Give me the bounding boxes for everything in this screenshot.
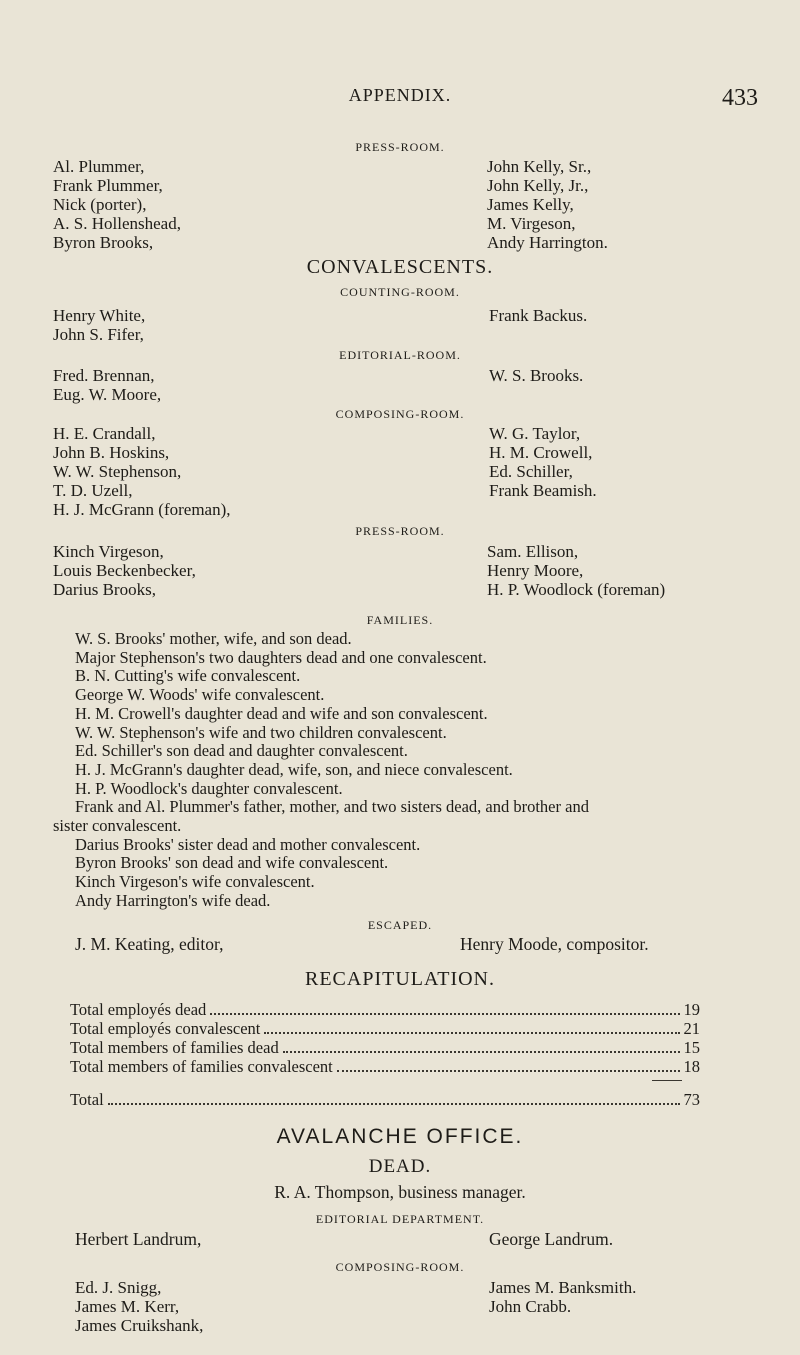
editorial-right: George Landrum. — [489, 1229, 614, 1249]
recap-row — [70, 1000, 700, 1020]
name-entry: Fred. Brennan, — [53, 366, 155, 385]
family-line: Byron Brooks' son dead and wife convalescent. — [75, 853, 389, 873]
escaped-heading: ESCAPED. — [367, 918, 433, 932]
name-entry: Ed. J. Snigg, — [75, 1278, 162, 1297]
family-line: Major Stephenson's two daughters dead and one convalescent. — [75, 647, 487, 667]
counting-room-right-column — [489, 306, 587, 325]
recap-value: 18 — [683, 1057, 700, 1076]
family-line: H. J. McGrann's daughter dead, wife, son, and niece convalescent. — [75, 759, 513, 779]
family-line: Frank and Al. Plummer's father, mother, and two sisters dead, and brother and — [75, 797, 589, 817]
recap-value: 21 — [683, 1019, 700, 1038]
name-entry: Sam. Ellison, — [487, 542, 579, 561]
recap-label: Total employés convalescent — [70, 1019, 261, 1038]
family-line: H. P. Woodlock's daughter convalescent. — [75, 778, 343, 798]
editorial-room-right-column — [489, 366, 583, 385]
sum-rule — [652, 1080, 682, 1081]
name-entry: John Crabb. — [489, 1297, 572, 1316]
dead-heading: DEAD. — [368, 1156, 432, 1177]
name-entry: John B. Hoskins, — [53, 443, 170, 462]
name-entry: John Kelly, Jr., — [487, 176, 589, 195]
recap-label: Total members of families convalescent — [70, 1057, 333, 1076]
family-line: W. S. Brooks' mother, wife, and son dead. — [75, 629, 352, 648]
name-entry: H. P. Woodlock (foreman) — [487, 580, 666, 599]
composing-room-left-column — [53, 424, 231, 519]
family-line: Andy Harrington's wife dead. — [75, 890, 271, 910]
name-entry: Ed. Schiller, — [489, 462, 573, 481]
recap-title: RECAPITULATION. — [305, 968, 495, 990]
editorial-room-heading: EDITORIAL-ROOM. — [339, 348, 461, 362]
conv-press-room-right-column — [487, 542, 665, 599]
name-entry: Kinch Virgeson, — [53, 542, 164, 561]
escaped-right: Henry Moode, compositor. — [460, 934, 649, 954]
business-manager-line: R. A. Thompson, business manager. — [274, 1182, 526, 1202]
conv-press-room-heading: PRESS-ROOM. — [355, 524, 445, 538]
name-entry: Frank Backus. — [489, 306, 588, 325]
recap-total-row — [70, 1090, 700, 1110]
name-entry: W. S. Brooks. — [489, 366, 584, 385]
recap-value: 15 — [683, 1038, 700, 1057]
editorial-left: Herbert Landrum, — [75, 1229, 202, 1249]
name-entry: Andy Harrington. — [487, 233, 608, 252]
name-entry: James M. Banksmith. — [489, 1278, 637, 1297]
family-line: H. M. Crowell's daughter dead and wife and son convalescent. — [75, 703, 488, 723]
recap-label: Total members of families dead — [70, 1038, 279, 1057]
name-entry: Nick (porter), — [53, 195, 147, 214]
recap-row — [70, 1019, 700, 1039]
name-entry: Byron Brooks, — [53, 233, 154, 252]
name-entry: James M. Kerr, — [75, 1297, 180, 1316]
convalescents-title: CONVALESCENTS. — [306, 256, 494, 278]
name-entry: H. J. McGrann (foreman), — [53, 500, 231, 519]
running-header: APPENDIX. — [348, 85, 452, 105]
press-room-heading: PRESS-ROOM. — [355, 140, 445, 154]
family-line: George W. Woods' wife convalescent. — [75, 685, 325, 705]
leader-dots — [283, 1038, 680, 1053]
press-room-left-column — [53, 157, 181, 252]
family-line: W. W. Stephenson's wife and two children convalescent. — [75, 722, 447, 742]
name-entry: Al. Plummer, — [53, 157, 145, 176]
name-entry: James Cruikshank, — [75, 1316, 204, 1335]
press-room-right-column — [487, 157, 608, 252]
editorial-department-heading: EDITORIAL DEPARTMENT. — [315, 1212, 485, 1226]
avalanche-composing-right-column — [489, 1278, 636, 1316]
recap-value: 19 — [683, 1000, 700, 1019]
avalanche-composing-heading: COMPOSING-ROOM. — [335, 1260, 465, 1274]
name-entry: W. G. Taylor, — [489, 424, 581, 443]
counting-room-left-column — [53, 306, 145, 344]
name-entry: John S. Fifer, — [53, 325, 144, 344]
family-line: B. N. Cutting's wife convalescent. — [75, 666, 301, 686]
recap-total-value: 73 — [683, 1090, 700, 1109]
name-entry: James Kelly, — [487, 195, 574, 214]
name-entry: H. E. Crandall, — [53, 424, 156, 443]
name-entry: Henry Moore, — [487, 561, 584, 580]
family-line: sister convalescent. — [53, 816, 182, 836]
families-paragraph — [53, 630, 753, 911]
name-entry: H. M. Crowell, — [489, 443, 593, 462]
families-heading: FAMILIES. — [366, 613, 434, 627]
name-entry: M. Virgeson, — [487, 214, 576, 233]
composing-room-heading: COMPOSING-ROOM. — [335, 407, 465, 421]
name-entry: Frank Beamish. — [489, 481, 597, 500]
recap-row — [70, 1057, 700, 1077]
editorial-room-left-column — [53, 366, 161, 404]
escaped-left: J. M. Keating, editor, — [75, 934, 224, 954]
composing-room-right-column — [489, 424, 597, 500]
leader-dots — [108, 1090, 680, 1105]
family-line: Kinch Virgeson's wife convalescent. — [75, 872, 315, 892]
leader-dots — [337, 1057, 680, 1072]
name-entry: Louis Beckenbecker, — [53, 561, 196, 580]
leader-dots — [210, 1000, 679, 1015]
page-number: 433 — [722, 85, 758, 111]
avalanche-composing-left-column — [75, 1278, 203, 1335]
name-entry: John Kelly, Sr., — [487, 157, 592, 176]
recap-total-label: Total — [70, 1090, 104, 1109]
family-line: Ed. Schiller's son dead and daughter convalescent. — [75, 741, 408, 761]
name-entry: W. W. Stephenson, — [53, 462, 182, 481]
conv-press-room-left-column — [53, 542, 196, 599]
name-entry: A. S. Hollenshead, — [53, 214, 181, 233]
family-line: Darius Brooks' sister dead and mother convalescent. — [75, 834, 421, 854]
name-entry: Eug. W. Moore, — [53, 385, 162, 404]
counting-room-heading: COUNTING-ROOM. — [340, 285, 460, 299]
name-entry: Henry White, — [53, 306, 146, 325]
avalanche-office-title: AVALANCHE OFFICE. — [276, 1125, 524, 1148]
recap-row — [70, 1038, 700, 1058]
name-entry: T. D. Uzell, — [53, 481, 133, 500]
name-entry: Frank Plummer, — [53, 176, 163, 195]
recap-label: Total employés dead — [70, 1000, 207, 1019]
leader-dots — [264, 1019, 679, 1034]
name-entry: Darius Brooks, — [53, 580, 156, 599]
